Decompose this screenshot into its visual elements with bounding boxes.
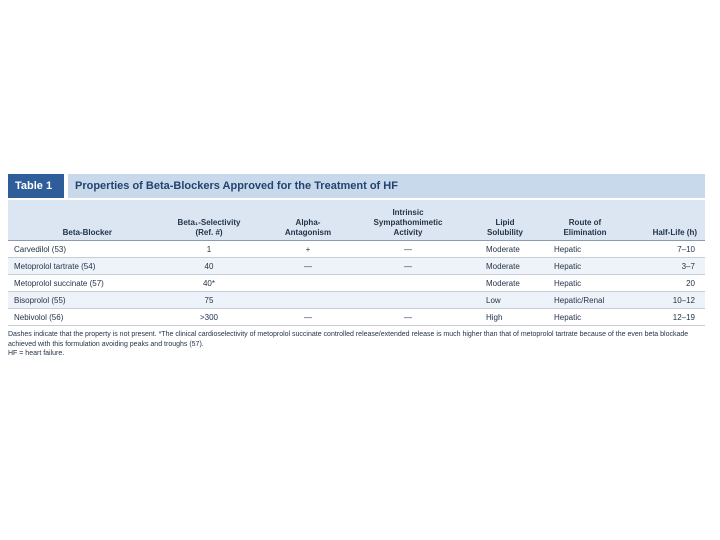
table-cell: Hepatic: [554, 244, 582, 254]
table-cell: 12–19: [672, 312, 695, 322]
table-cell: Bisoprolol (55): [14, 295, 66, 305]
header-line: Alpha-: [295, 218, 321, 227]
table-cell: Moderate: [486, 244, 520, 254]
header-line: Route of: [568, 218, 602, 227]
header-line: Beta-Blocker: [62, 228, 112, 237]
table-cell: 3–7: [681, 261, 695, 271]
header-line: Intrinsic: [392, 208, 424, 217]
header-selectivity: [150, 218, 268, 240]
header-route: [542, 218, 628, 240]
table-cell: 40*: [202, 278, 215, 288]
table-cell: 75: [204, 295, 214, 305]
header-line: Activity: [393, 228, 423, 237]
table-header-row: [8, 198, 705, 241]
table-cell: Carvedilol (53): [14, 244, 67, 254]
table-cell: —: [404, 244, 412, 254]
header-isa: [348, 208, 468, 240]
table-cell: —: [304, 261, 312, 271]
footnote-dashes: Dashes indicate that the property is not present. *The clinical cardioselectivity of metoprolol succinate controlled release/extended release is much higher than that of metoprolol tartrate because of the even beta blockade achieved with this formulation avoiding peaks and troughs (57).: [8, 331, 689, 348]
table-cell: —: [304, 312, 312, 322]
header-line: (Ref. #): [195, 228, 223, 237]
table-row: [8, 241, 705, 258]
table-title: Properties of Beta-Blockers Approved for the Treatment of HF: [68, 174, 705, 198]
table-row: [8, 292, 705, 309]
table-cell: —: [404, 312, 412, 322]
table-title-bar: [8, 174, 705, 198]
table-cell: Moderate: [486, 278, 520, 288]
table-body: [8, 241, 705, 326]
header-line: Solubility: [487, 228, 523, 237]
footnote-abbreviation: HF = heart failure.: [8, 350, 65, 357]
table-cell: 40: [204, 261, 214, 271]
header-line: Lipid: [495, 218, 515, 227]
table-cell: Hepatic/Renal: [554, 295, 605, 305]
table-cell: —: [404, 261, 412, 271]
table-cell: Low: [486, 295, 501, 305]
header-line: Beta₁-Selectivity: [177, 218, 241, 227]
header-line: Antagonism: [284, 228, 332, 237]
table-footnotes: [8, 326, 705, 359]
header-half-life: [628, 228, 705, 240]
table-row: [8, 275, 705, 292]
table-cell: High: [486, 312, 503, 322]
header-line: Elimination: [563, 228, 607, 237]
table-cell: >300: [199, 312, 219, 322]
header-lipid-solubility: [468, 218, 542, 240]
table-cell: 1: [206, 244, 212, 254]
beta-blocker-table: [8, 174, 705, 359]
table-cell: Hepatic: [554, 312, 582, 322]
header-alpha-antagonism: [268, 218, 348, 240]
table-cell: Metoprolol succinate (57): [14, 278, 104, 288]
header-beta-blocker: [8, 228, 150, 240]
table-cell: 20: [686, 278, 695, 288]
header-line: Half-Life (h): [652, 228, 697, 237]
table-cell: 10–12: [672, 295, 695, 305]
table-cell: Metoprolol tartrate (54): [14, 261, 96, 271]
table-cell: Moderate: [486, 261, 520, 271]
table-row: [8, 309, 705, 326]
table-cell: Hepatic: [554, 261, 582, 271]
table-cell: Hepatic: [554, 278, 582, 288]
table-cell: +: [305, 244, 311, 254]
table-cell: 7–10: [677, 244, 695, 254]
table-row: [8, 258, 705, 275]
table-cell: Nebivolol (56): [14, 312, 64, 322]
table-number: Table 1: [8, 174, 64, 198]
header-line: Sympathomimetic: [373, 218, 443, 227]
